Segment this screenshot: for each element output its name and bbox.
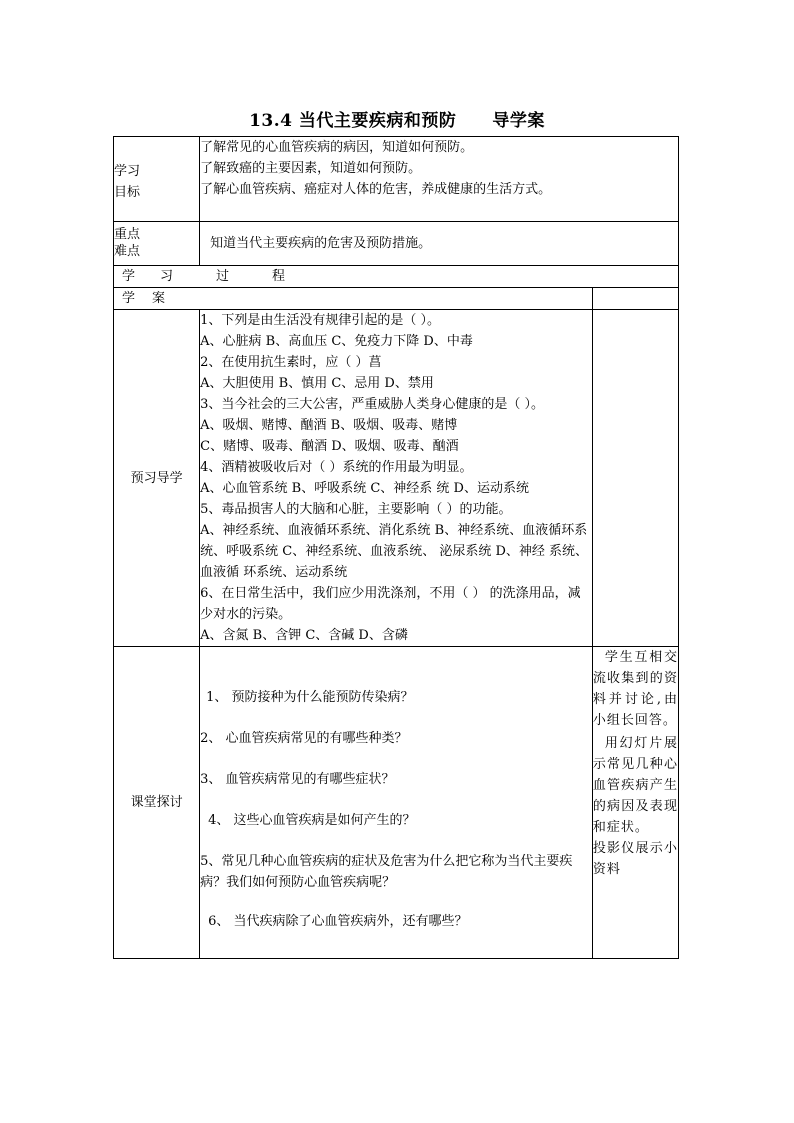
- goals-content: [200, 137, 679, 222]
- goal-item: 了解常见的心血管疾病的病因，知道如何预防。: [200, 140, 474, 155]
- key-text: 知道当代主要疾病的危害及预防措施。: [210, 236, 432, 251]
- preview-line: A、心血管系统 B、呼吸系统 C、神经系 统 D、运动系统: [200, 481, 529, 496]
- goal-item: 了解心血管疾病、癌症对人体的危害，养成健康的生活方式。: [200, 182, 552, 197]
- preview-line: 5、毒品损害人的大脑和心脏，主要影响（ ）的功能。: [200, 502, 512, 517]
- preview-label-text: 预习导学: [130, 470, 183, 486]
- key-label: [114, 222, 200, 266]
- discussion-question: 1、 预防接种为什么能预防传染病？: [206, 690, 414, 705]
- page-title: [0, 106, 794, 131]
- preview-line: 1、下列是由生活没有规律引起的是（ ）。: [200, 313, 441, 328]
- discussion-question: 6、 当代疾病除了心血管疾病外，还有哪些？: [208, 914, 468, 929]
- preview-label: [114, 310, 200, 647]
- plan-header: [114, 288, 593, 310]
- preview-row: [114, 310, 679, 647]
- key-label-line: 重点: [114, 227, 141, 242]
- preview-line: C、赌博、吸毒、酗酒 D、吸烟、吸毒、酗酒: [200, 439, 459, 454]
- goals-label-line: 目标: [114, 185, 141, 200]
- key-label-line: 难点: [114, 244, 141, 259]
- process-char: 习: [160, 269, 174, 284]
- preview-line: A、大胆使用 B、慎用 C、忌用 D、禁用: [200, 376, 434, 391]
- discussion-label: [114, 647, 200, 959]
- title-sub: 导学案: [492, 111, 545, 131]
- plan-char: 案: [152, 291, 166, 306]
- discussion-row: [114, 647, 679, 959]
- key-content: [200, 222, 679, 266]
- process-char: 学: [122, 269, 136, 284]
- goals-label: [114, 137, 200, 222]
- preview-empty-cell: [592, 310, 678, 647]
- plan-header-empty: [592, 288, 678, 310]
- discussion-question: 4、 这些心血管疾病是如何产生的？: [208, 813, 416, 828]
- preview-line: 2、在使用抗生素时，应（ ）菖: [200, 355, 382, 370]
- preview-line: A、神经系统、血液循环系统、消化系统 B、神经系统、血液循环系统、呼吸系统 C、神经系统、血液系统、 泌尿系统 D、神经 系统、血液循 环系统、运动系统: [200, 523, 589, 580]
- preview-line: A、含氮 B、含钾 C、含碱 D、含磷: [200, 628, 408, 643]
- plan-char: 学: [122, 291, 136, 306]
- preview-line: 3、当今社会的三大公害，严重威胁人类身心健康的是（ ）。: [200, 397, 545, 412]
- discussion-question: 5、常见几种心血管疾病的症状及危害为什么把它称为当代主要疾病？我们如何预防心血管疾病呢？: [200, 854, 573, 890]
- process-char: 程: [272, 269, 286, 284]
- discussion-note: 用幻灯片展示常见几种心血管疾病产生的病因及表现和症状。: [592, 736, 678, 835]
- title-main: 13.4 当代主要疾病和预防: [249, 111, 457, 131]
- discussion-question: 3、 血管疾病常见的有哪些症状？: [200, 772, 395, 787]
- preview-line: 6、在日常生活中，我们应少用洗涤剂，不用（ ） 的洗涤用品，减少对水的污染。: [200, 586, 581, 622]
- plan-header-row: [114, 288, 679, 310]
- discussion-note: 投影仪展示小资料: [592, 841, 678, 877]
- discussion-question: 2、 心血管疾病常见的有哪些种类？: [200, 731, 408, 746]
- preview-line: A、心脏病 B、高血压 C、免疫力下降 D、中毒: [200, 334, 473, 349]
- preview-content: [200, 310, 593, 647]
- process-char: 过: [216, 269, 230, 284]
- discussion-content: [200, 647, 593, 959]
- key-row: [114, 222, 679, 266]
- goal-item: 了解致癌的主要因素，知道如何预防。: [200, 161, 422, 176]
- discussion-note: 学生互相交流收集到的资料并讨论,由小组长回答。: [592, 650, 678, 728]
- discussion-label-text: 课堂探讨: [130, 795, 183, 810]
- preview-line: 4、酒精被吸收后对（ ）系统的作用最为明显。: [200, 460, 473, 475]
- process-header: [114, 266, 679, 288]
- process-header-row: [114, 266, 679, 288]
- preview-line: A、吸烟、赌博、酗酒 B、吸烟、吸毒、赌博: [200, 418, 458, 433]
- discussion-notes: [592, 647, 678, 959]
- goals-label-line: 学习: [114, 164, 141, 179]
- goals-row: [114, 137, 679, 222]
- study-guide-table: [113, 136, 679, 959]
